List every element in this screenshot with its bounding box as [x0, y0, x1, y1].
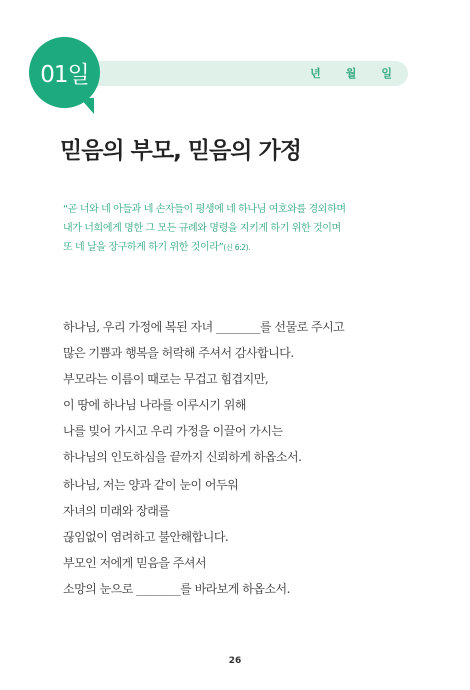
- prayer-line: 하나님의 인도하심을 끝까지 신뢰하게 하옵소서.: [63, 450, 302, 464]
- day-badge: [29, 37, 100, 108]
- prayer-line: 자녀의 미래와 장래를: [63, 504, 170, 518]
- verse-line: 내가 너희에게 명한 그 모든 규례와 명령을 지키게 하기 위한 것이며: [63, 223, 341, 234]
- page-number: 26: [228, 656, 242, 666]
- scripture-verse: [63, 200, 383, 257]
- prayer-line: 나를 빚어 가시고 우리 가정을 이끌어 가시는: [63, 424, 283, 438]
- date-header-bar: [62, 61, 408, 86]
- date-fields: [310, 65, 392, 81]
- verse-line-last: [63, 238, 383, 257]
- page-title: 믿음의 부모, 믿음의 가정: [60, 138, 301, 164]
- prayer-paragraph-1: [63, 314, 393, 470]
- prayer-line: 끊임없이 염려하고 불안해합니다.: [63, 530, 229, 544]
- prayer-line: 부모인 저에게 믿음을 주셔서: [63, 556, 207, 570]
- prayer-line: 많은 기쁨과 행복을 허락해 주셔서 감사합니다.: [63, 346, 294, 360]
- prayer-line: 부모라는 이름이 때로는 무겁고 힘겹지만,: [63, 372, 269, 386]
- day-label: 01일: [40, 62, 89, 88]
- prayer-paragraph-2: [63, 472, 393, 602]
- verse-line: “곧 너와 네 아들과 네 손자들이 평생에 네 하나님 여호와를 경외하며: [63, 204, 346, 215]
- date-month-label: 월: [345, 67, 357, 80]
- date-year-label: 년: [310, 67, 321, 80]
- prayer-line: 하나님, 저는 양과 같이 눈이 어두워: [63, 478, 239, 492]
- prayer-line: 이 땅에 하나님 나라를 이루시기 위해: [63, 398, 246, 412]
- prayer-line: 하나님, 우리 가정에 복된 자녀 ________를 선물로 주시고: [63, 320, 345, 334]
- prayer-line: 소망의 눈으로 ________를 바라보게 하옵소서.: [63, 582, 290, 596]
- verse-reference: (신 6:2).: [223, 243, 251, 252]
- date-day-label: 일: [381, 67, 392, 80]
- verse-text: 또 네 날을 장구하게 하기 위한 것이라”: [63, 242, 224, 253]
